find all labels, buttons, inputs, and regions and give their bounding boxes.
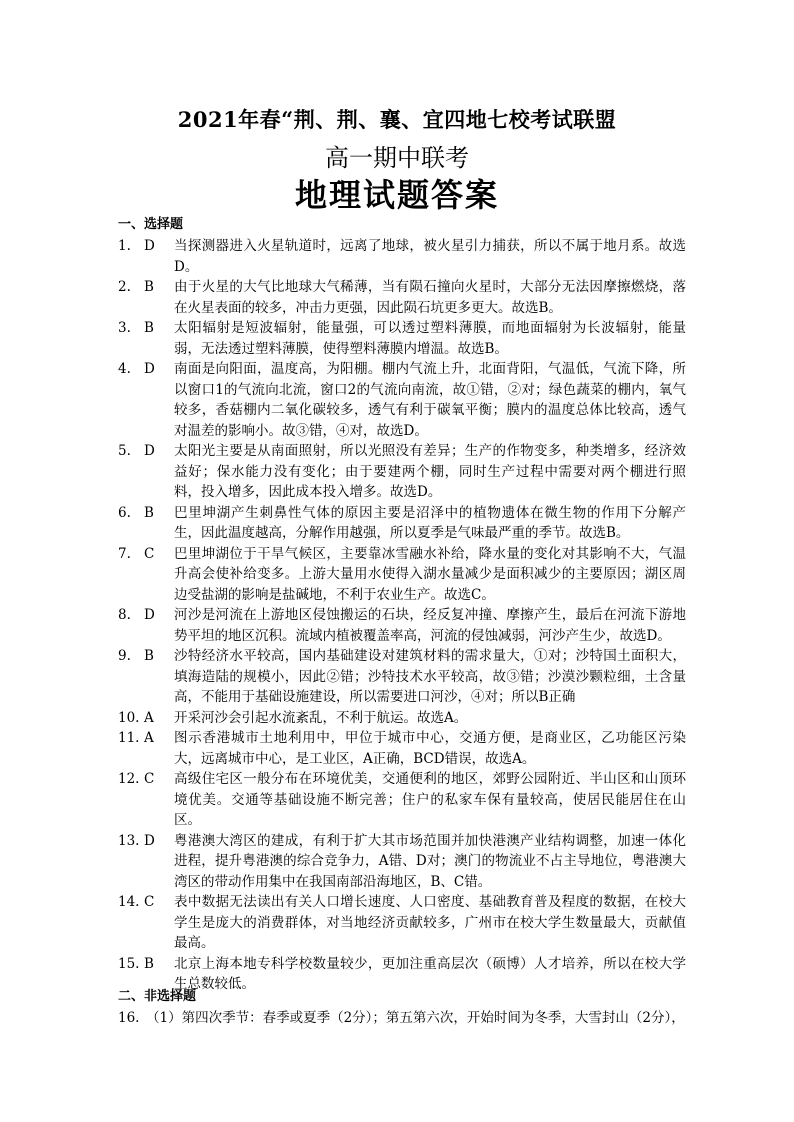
- answer-number: 11.: [118, 730, 140, 746]
- answer-explanation: 河沙是河流在上游地区侵蚀搬运的石块，经反复冲撞、摩擦产生，最后在河流下游地势平坦的地区沉积。流域内植被覆盖率高，河流的侵蚀减弱，河沙产生少，故选D。: [174, 607, 686, 644]
- answer-number: 3.: [118, 320, 131, 336]
- answer-item: [118, 605, 686, 646]
- answer-list: [118, 236, 686, 995]
- answer-explanation: 北京上海本地专科学校数量较少，更加注重高层次（硕博）人才培养，所以在校大学生总数较低。: [174, 955, 686, 992]
- exam-subtitle: 高一期中联考: [325, 144, 469, 172]
- answer-number: 16.: [118, 1010, 140, 1026]
- answer-choice: D: [144, 832, 155, 849]
- answer-item: [118, 646, 686, 708]
- answer-item: [118, 277, 686, 318]
- answer-number: 4.: [118, 361, 131, 377]
- answer-choice: C: [144, 771, 155, 787]
- answer-item-16: [118, 1008, 686, 1029]
- answer-item: [118, 503, 686, 544]
- answer-number: 13.: [118, 832, 140, 849]
- answer-explanation: （1）第四次季节：春季或夏季（2分）；第五第六次，开始时间为冬季，大雪封山（2分），: [146, 1010, 685, 1026]
- answer-choice: B: [144, 648, 154, 664]
- answer-explanation: 粤港澳大湾区的建成，有利于扩大其市场范围并加快港澳产业结构调整，加速一体化进程，提升粤港澳的综合竞争力，A错、D对；澳门的物流业不占主导地位，粤港澳大湾区的带动作用集中在我国南部沿海地区，B、C错。: [174, 832, 686, 890]
- section-heading-non-choice: 二、非选择题: [118, 989, 197, 1004]
- answer-choice: D: [144, 443, 155, 459]
- answer-number: 5.: [118, 443, 131, 459]
- answer-choice: C: [144, 545, 155, 562]
- answer-item: [118, 892, 686, 954]
- answer-number: 2.: [118, 279, 131, 295]
- answer-explanation: 巴里坤湖产生刺鼻性气体的原因主要是沼泽中的植物遗体在微生物的作用下分解产生，因此温度越高，分解作用越强，所以夏季是气味最严重的季节。故选B。: [174, 504, 686, 541]
- answer-number: 6.: [118, 504, 131, 521]
- answer-choice: B: [144, 320, 154, 336]
- answer-explanation: 开采河沙会引起水流紊乱，不利于航运。故选A。: [174, 709, 468, 726]
- answer-choice: D: [144, 238, 155, 254]
- answer-item: [118, 318, 686, 359]
- answer-choice: A: [144, 709, 154, 726]
- answer-explanation: 当探测器进入火星轨道时，远离了地球，被火星引力捕获，所以不属于地月系。故选D。: [174, 238, 686, 275]
- answer-choice: C: [144, 894, 155, 910]
- answer-explanation: 南面是向阳面，温度高，为阳棚。棚内气流上升，北面背阳，气温低，气流下降，所以窗口1的气流向北流，窗口2的气流向南流，故①错，②对；绿色蔬菜的棚内，氧气较多，香菇棚内二氧化碳较多，透气有利于碳氧平衡；膜内的温度总体比较高，透气对温差的影响小。故③错，④对，故选D。: [174, 361, 686, 439]
- answer-number: 7.: [118, 545, 131, 562]
- page-title: 地理试题答案: [294, 176, 499, 214]
- answer-item: [118, 544, 686, 606]
- answer-item: [118, 728, 686, 769]
- answer-number: 15.: [118, 955, 140, 972]
- answer-item: [118, 831, 686, 893]
- answer-explanation: 巴里坤湖位于干旱气候区，主要靠冰雪融水补给，降水量的变化对其影响不大，气温升高会使补给变多。上游大量用水使得入湖水量减少是面积减少的主要原因；湖区周边受盐湖的影响是盐碱地，不利于农业生产。故选C。: [174, 545, 686, 603]
- answer-explanation: 太阳光主要是从南面照射，所以光照没有差异；生产的作物变多，种类增多，经济效益好；保水能力没有变化；由于要建两个棚，同时生产过程中需要对两个棚进行照料，投入增多，因此成本投入增多。故选D。: [174, 443, 686, 500]
- answer-choice: B: [144, 504, 154, 521]
- answer-choice: D: [144, 361, 155, 377]
- answer-item: [118, 954, 686, 995]
- answer-number: 12.: [118, 771, 140, 787]
- answer-choice: D: [144, 607, 155, 623]
- answer-explanation: 高级住宅区一般分布在环境优美，交通便利的地区，郊野公园附近、半山区和山顶环境优美。交通等基础设施不断完善；住户的私家车保有量较高，使居民能居住在山区。: [174, 771, 686, 828]
- answer-item: [118, 359, 686, 441]
- answer-explanation: 表中数据无法读出有关人口增长速度、人口密度、基础教育普及程度的数据，在校大学生是庞大的消费群体，对当地经济贡献较多，广州市在校大学生数量最大，贡献值最高。: [174, 894, 686, 951]
- answer-choice: A: [144, 730, 154, 746]
- answer-choice: B: [144, 955, 154, 972]
- answer-item: [118, 236, 686, 277]
- answer-explanation: 沙特经济水平较高，国内基础建设对建筑材料的需求量大，①对；沙特国土面积大，填海造陆的规模小，因此②错；沙特技术水平较高，故③错；沙漠沙颗粒细，土含量高，不能用于基础设施建设，所以需要进口河沙，④对；所以B正确: [174, 648, 686, 705]
- answer-choice: B: [144, 279, 154, 295]
- answer-item: [118, 708, 686, 729]
- answer-number: 1.: [118, 238, 131, 254]
- answer-explanation: 图示香港城市土地利用中，甲位于城市中心，交通方便，是商业区，乙功能区污染大，远离城市中心，是工业区，A正确，BCD错误，故选A。: [174, 730, 686, 767]
- answer-explanation: 太阳辐射是短波辐射，能量强，可以透过塑料薄膜，而地面辐射为长波辐射，能量弱，无法透过塑料薄膜，使得塑料薄膜内增温。故选B。: [174, 320, 686, 357]
- exam-alliance-title: 2021年春“荆、荆、襄、宜四地七校考试联盟: [177, 107, 617, 132]
- answer-number: 10.: [118, 709, 140, 726]
- answer-explanation: 由于火星的大气比地球大气稀薄，当有陨石撞向火星时，大部分无法因摩擦燃烧，落在火星表面的较多，冲击力更强，因此陨石坑更多更大。故选B。: [174, 279, 686, 316]
- answer-number: 14.: [118, 894, 140, 910]
- section-heading-multiple-choice: 一、选择题: [118, 217, 184, 232]
- answer-number: 9.: [118, 648, 131, 664]
- answer-item: [118, 769, 686, 831]
- answer-number: 8.: [118, 607, 131, 623]
- answer-item: [118, 441, 686, 503]
